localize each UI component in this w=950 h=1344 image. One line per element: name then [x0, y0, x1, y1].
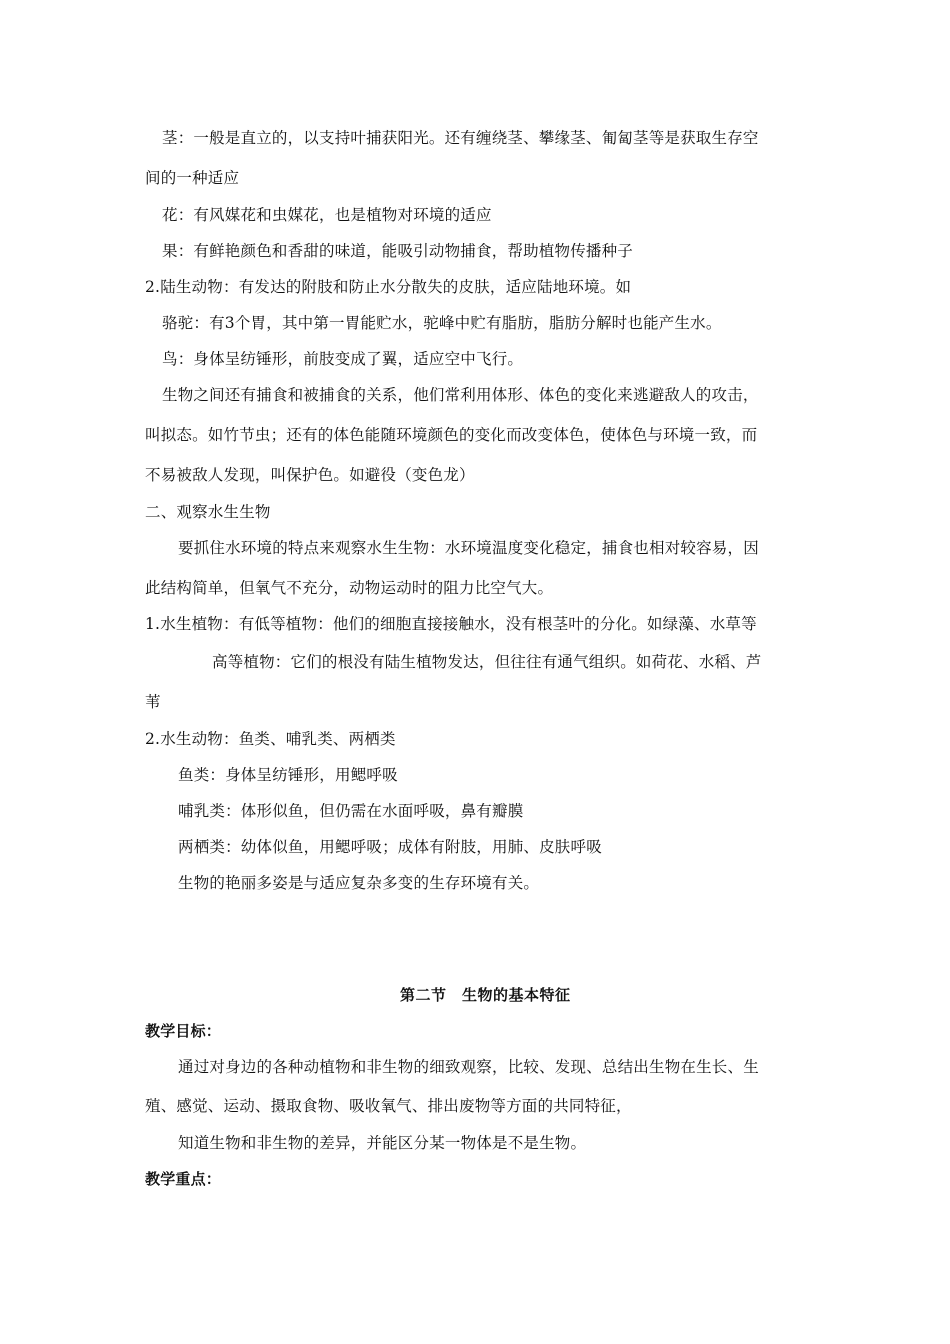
- objectives-label: 教学目标：: [145, 1022, 222, 1040]
- fruit-text: 果：有鲜艳颜色和香甜的味道，能吸引动物捕食，帮助植物传播种子: [162, 242, 634, 260]
- aquatic-conclusion-text: 生物的艳丽多姿是与适应复杂多变的生存环境有关。: [178, 874, 540, 892]
- section-title: 第二节 生物的基本特征: [400, 986, 571, 1004]
- mimicry-text-line1: 生物之间还有捕食和被捕食的关系，他们常利用体形、体色的变化来逃避敌人的攻击，: [162, 386, 759, 404]
- camel-text: 骆驼：有3个胃，其中第一胃能贮水，驼峰中贮有脂肪，脂肪分解时也能产生水。: [162, 314, 722, 332]
- bird-text: 鸟：身体呈纺锤形，前肢变成了翼，适应空中飞行。: [162, 350, 524, 368]
- land-animals-text: 2.陆生动物：有发达的附肢和防止水分散失的皮肤，适应陆地环境。如: [145, 278, 632, 296]
- mimicry-text-line3: 不易被敌人发现，叫保护色。如避役（变色龙）: [145, 466, 475, 484]
- flower-text: 花：有风媒花和虫媒花，也是植物对环境的适应: [162, 206, 492, 224]
- aquatic-plants-line3: 苇: [145, 693, 161, 711]
- key-points-label: 教学重点：: [145, 1170, 222, 1188]
- amphibians-text: 两栖类：幼体似鱼，用鳃呼吸；成体有附肢，用肺、皮肤呼吸: [178, 838, 602, 856]
- mammals-text: 哺乳类：体形似鱼，但仍需在水面呼吸，鼻有瓣膜: [178, 802, 524, 820]
- aquatic-plants-line2: 高等植物：它们的根没有陆生植物发达，但往往有通气组织。如荷花、水稻、芦: [212, 653, 762, 671]
- stem-text-line1: 茎：一般是直立的，以支持叶捕获阳光。还有缠绕茎、攀缘茎、匍匐茎等是获取生存空: [162, 129, 759, 147]
- mimicry-text-line2: 叫拟态。如竹节虫；还有的体色能随环境颜色的变化而改变体色，使体色与环境一致，而: [145, 426, 758, 444]
- aquatic-intro-line1: 要抓住水环境的特点来观察水生生物：水环境温度变化稳定，捕食也相对较容易，因: [178, 539, 759, 557]
- aquatic-plants-line1: 1.水生植物：有低等植物：他们的细胞直接接触水，没有根茎叶的分化。如绿藻、水草等: [145, 615, 757, 633]
- aquatic-animals-text: 2.水生动物：鱼类、哺乳类、两栖类: [145, 730, 396, 748]
- section-heading-aquatic: 二、观察水生生物: [145, 503, 271, 521]
- objectives-line1: 通过对身边的各种动植物和非生物的细致观察，比较、发现、总结出生物在生长、生: [178, 1058, 759, 1076]
- fish-text: 鱼类：身体呈纺锤形，用鳃呼吸: [178, 766, 398, 784]
- aquatic-intro-line2: 此结构简单，但氧气不充分，动物运动时的阻力比空气大。: [145, 579, 554, 597]
- objectives-line2: 殖、感觉、运动、摄取食物、吸收氧气、排出废物等方面的共同特征，: [145, 1097, 632, 1115]
- stem-text-line2: 间的一种适应: [145, 169, 240, 187]
- objectives-line3: 知道生物和非生物的差异，并能区分某一物体是不是生物。: [178, 1134, 587, 1152]
